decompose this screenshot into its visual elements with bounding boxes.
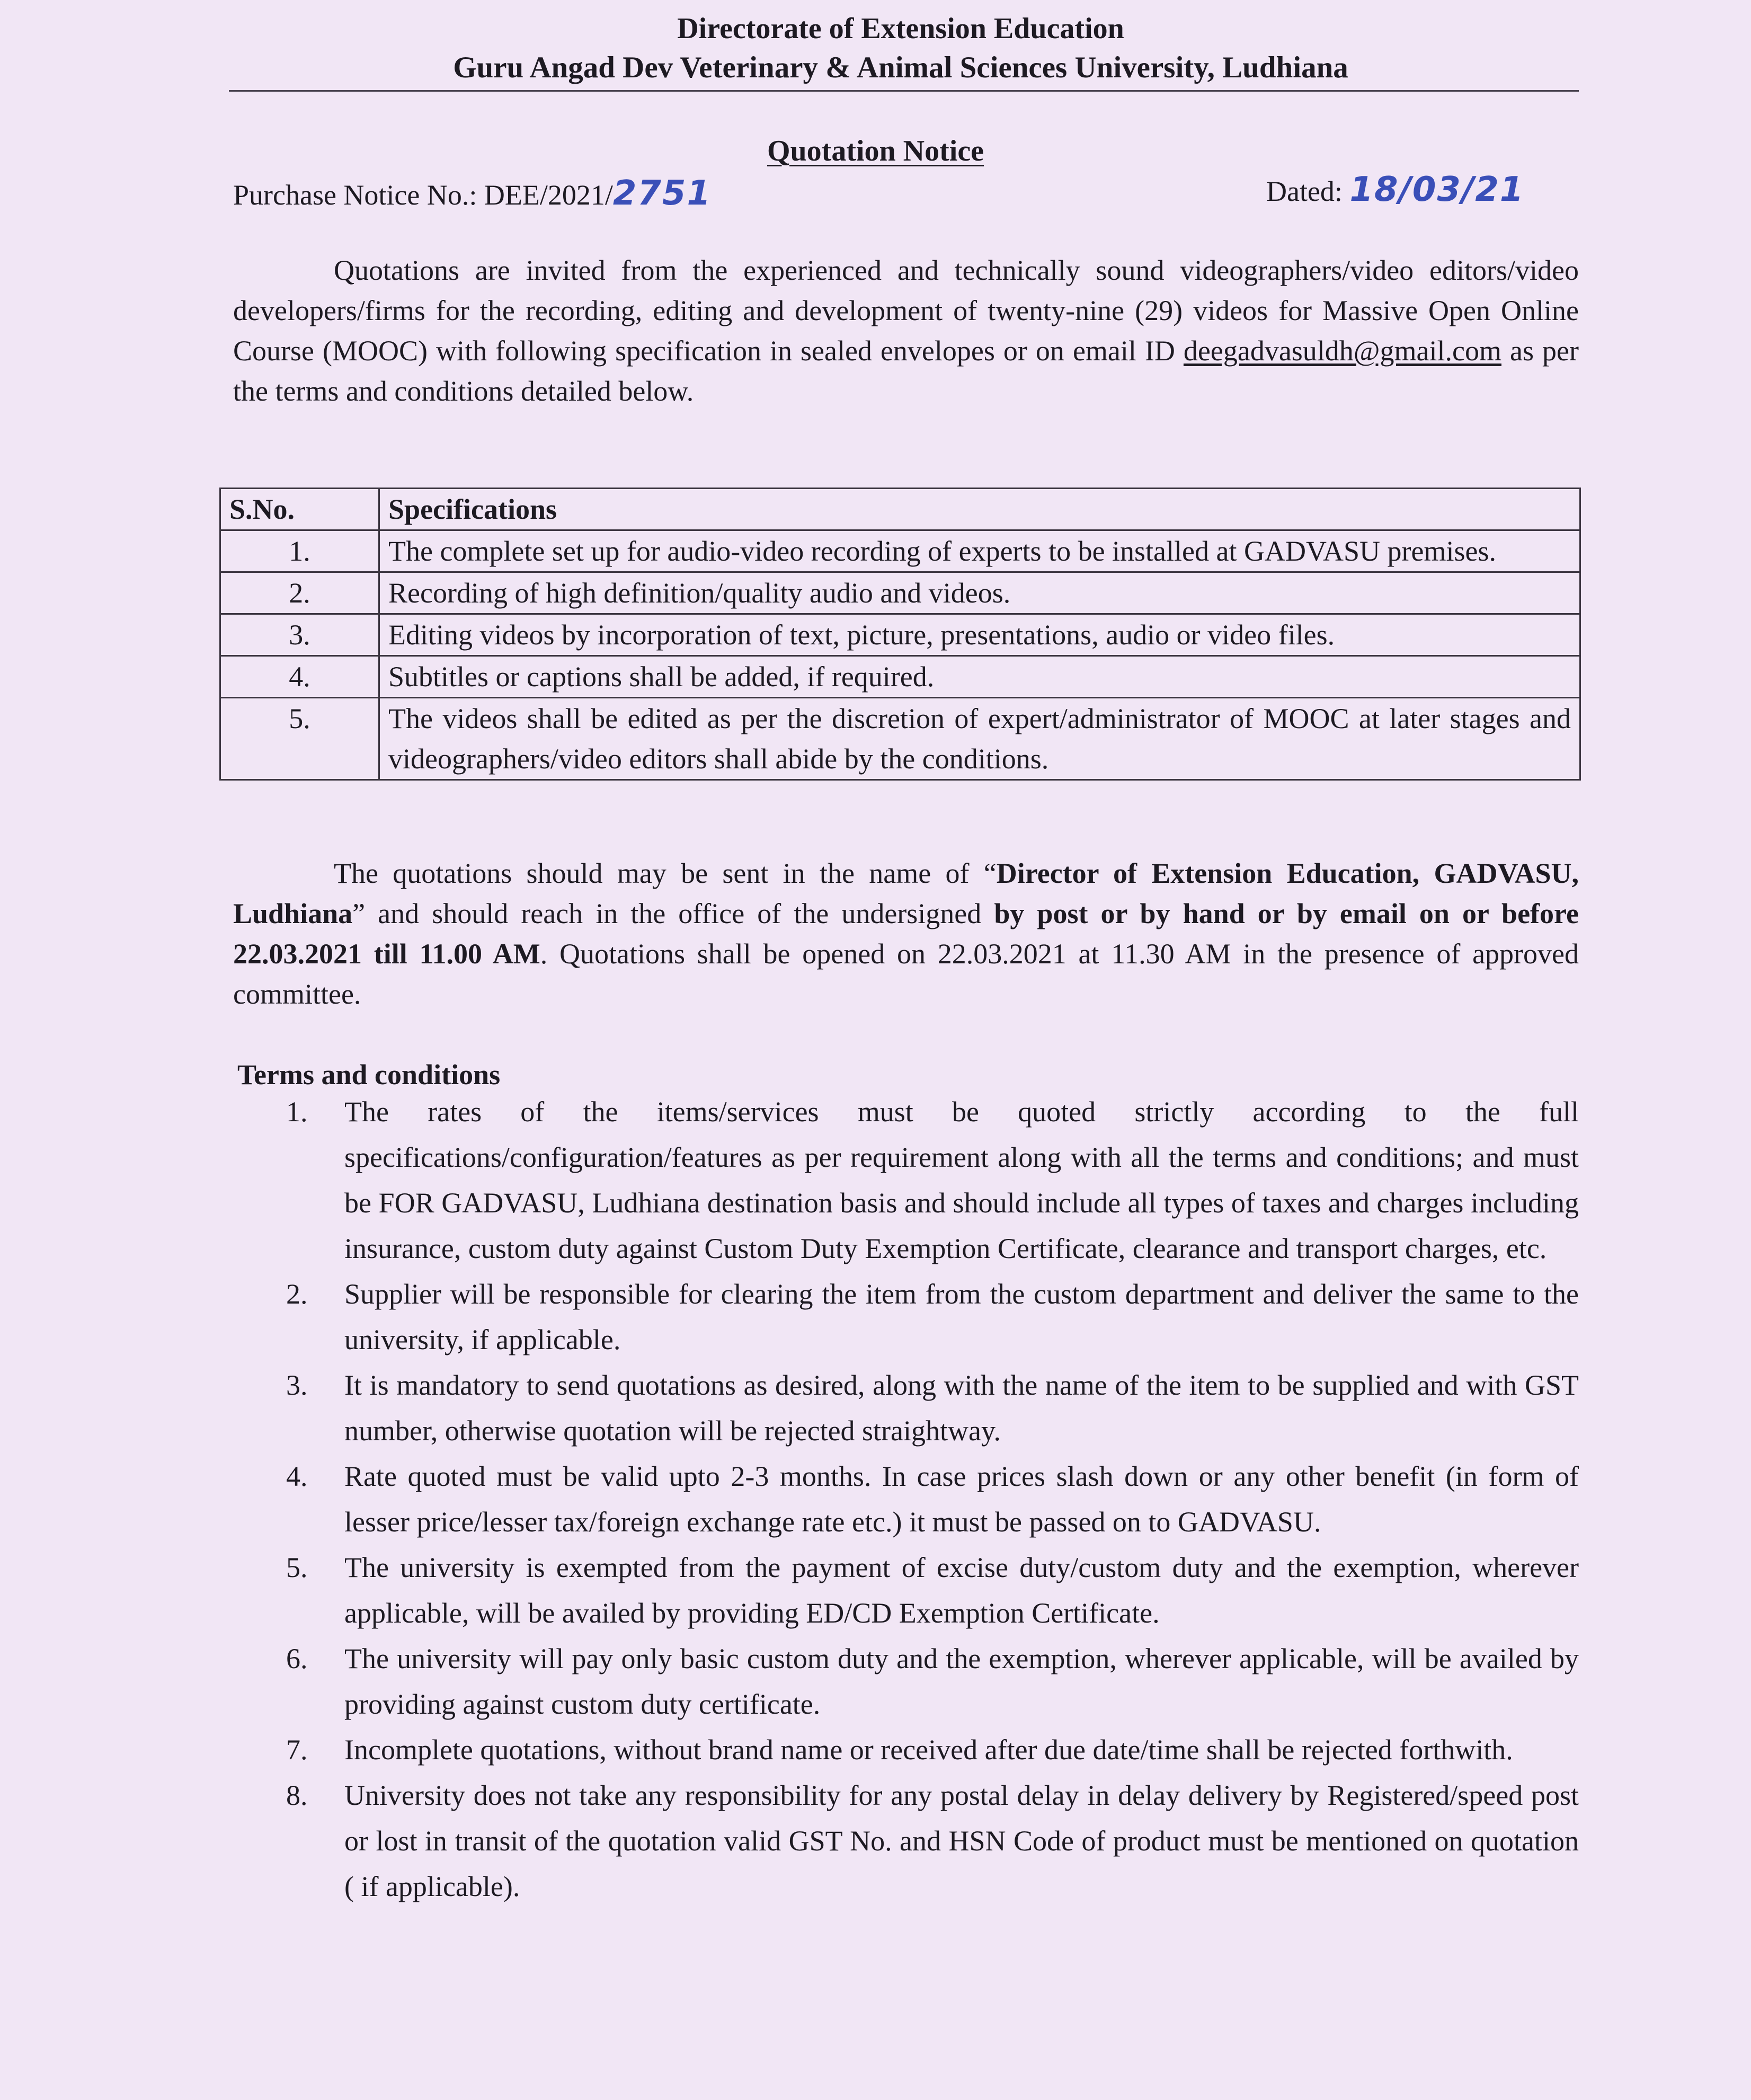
table-row [220, 656, 1580, 698]
notice-title-text: Quotation Notice [767, 135, 984, 167]
submission-paragraph [233, 853, 1579, 1014]
row-sno: 2. [220, 572, 379, 614]
intro-paragraph [233, 250, 1579, 411]
row-specification: Recording of high definition/quality audio and videos. [379, 572, 1580, 614]
submission-deadline: by post or by hand or by email on or before 22.03.2021 till 11.00 AM [233, 898, 1579, 970]
terms-heading: Terms and conditions [237, 1059, 501, 1091]
dated-label: Dated: [1266, 175, 1343, 207]
addressee-name: Director of Extension Education, GADVASU, Ludhiana [233, 857, 1579, 929]
purchase-notice-number [233, 175, 712, 214]
list-item [286, 1271, 1579, 1362]
item-number: 7. [286, 1734, 308, 1766]
table-row [220, 530, 1580, 572]
item-number: 5. [286, 1552, 308, 1583]
handwritten-notice-number: 2751 [612, 174, 712, 213]
submission-text-end: . Quotations shall be opened on 22.03.2021 at 11.30 AM in the presence of approved committee. [233, 938, 1579, 1010]
list-item [286, 1727, 1579, 1773]
letterhead [0, 10, 1751, 88]
list-item [286, 1773, 1579, 1909]
item-text: The rates of the items/services must be quoted strictly according to the full specifications/configuration/features as per requirement along with all the terms and conditions; and must be FOR GADVASU, Ludhiana destination basis and should include all types of taxes and charges including insurance, custom duty against Custom Duty Exemption Certificate, clearance and transport charges, etc. [344, 1096, 1579, 1264]
item-text: University does not take any responsibility for any postal delay in delay delivery by Registered/speed post or lost in transit of the quotation valid GST No. and HSN Code of product must be mentioned on quotation ( if applicable). [344, 1779, 1579, 1902]
item-number: 8. [286, 1779, 308, 1811]
email-link[interactable]: deegadvasuldh@gmail.com [1183, 335, 1501, 367]
row-sno: 5. [220, 698, 379, 780]
item-number: 2. [286, 1278, 308, 1310]
purchase-notice-label: Purchase Notice No.: DEE/2021/ [233, 179, 613, 211]
intro-text: Quotations are invited from the experienced and technically sound videographers/video editors/video developers/firms for the recording, editing and development of twenty-nine (29) videos for Massive Open Online Course (MOOC) with following specification in sealed envelopes or on email ID [233, 254, 1579, 367]
terms-list [233, 1089, 1579, 1909]
row-specification: Subtitles or captions shall be added, if required. [379, 656, 1580, 698]
intro-text-end: as per the terms and conditions detailed below. [233, 335, 1579, 407]
row-sno: 4. [220, 656, 379, 698]
item-text: The university will pay only basic custom duty and the exemption, wherever applicable, will be availed by providing against custom duty certificate. [344, 1643, 1579, 1720]
row-sno: 1. [220, 530, 379, 572]
submission-text-mid: ” and should reach in the office of the undersigned [352, 898, 994, 929]
notice-date [1266, 169, 1524, 212]
list-item [286, 1089, 1579, 1271]
item-text: Incomplete quotations, without brand name or received after due date/time shall be rejected forthwith. [344, 1734, 1513, 1766]
row-sno: 3. [220, 614, 379, 656]
row-specification: The videos shall be edited as per the discretion of expert/administrator of MOOC at later stages and videographers/video editors shall abide by the conditions. [379, 698, 1580, 780]
header-sno: S.No. [220, 489, 379, 530]
list-item [286, 1454, 1579, 1545]
table-header-row [220, 489, 1580, 530]
row-specification: Editing videos by incorporation of text, picture, presentations, audio or video files. [379, 614, 1580, 656]
row-specification: The complete set up for audio-video recording of experts to be installed at GADVASU premises. [379, 530, 1580, 572]
header-divider [229, 90, 1579, 92]
list-item [286, 1362, 1579, 1454]
specifications-table [219, 488, 1581, 781]
submission-text: The quotations should may be sent in the name of “ [334, 857, 997, 889]
table-row [220, 572, 1580, 614]
directorate-name: Directorate of Extension Education [677, 12, 1124, 45]
table-row [220, 614, 1580, 656]
notice-title [0, 132, 1751, 170]
item-text: The university is exempted from the payment of excise duty/custom duty and the exemption, wherever applicable, will be availed by providing ED/CD Exemption Certificate. [344, 1552, 1579, 1629]
item-text: Rate quoted must be valid upto 2-3 months. In case prices slash down or any other benefit (in form of lesser price/lesser tax/foreign exchange rate etc.) it must be passed on to GADVASU. [344, 1460, 1579, 1538]
item-number: 3. [286, 1369, 308, 1401]
header-specifications: Specifications [379, 489, 1580, 530]
handwritten-date: 18/03/21 [1349, 170, 1525, 209]
item-number: 4. [286, 1460, 308, 1492]
item-number: 6. [286, 1643, 308, 1674]
item-number: 1. [286, 1096, 308, 1128]
list-item [286, 1636, 1579, 1727]
table-row [220, 698, 1580, 780]
university-name: Guru Angad Dev Veterinary & Animal Sciences University, Ludhiana [453, 51, 1348, 84]
list-item [286, 1545, 1579, 1636]
item-text: It is mandatory to send quotations as desired, along with the name of the item to be supplied and with GST number, otherwise quotation will be rejected straightway. [344, 1369, 1579, 1447]
item-text: Supplier will be responsible for clearing the item from the custom department and deliver the same to the university, if applicable. [344, 1278, 1579, 1355]
